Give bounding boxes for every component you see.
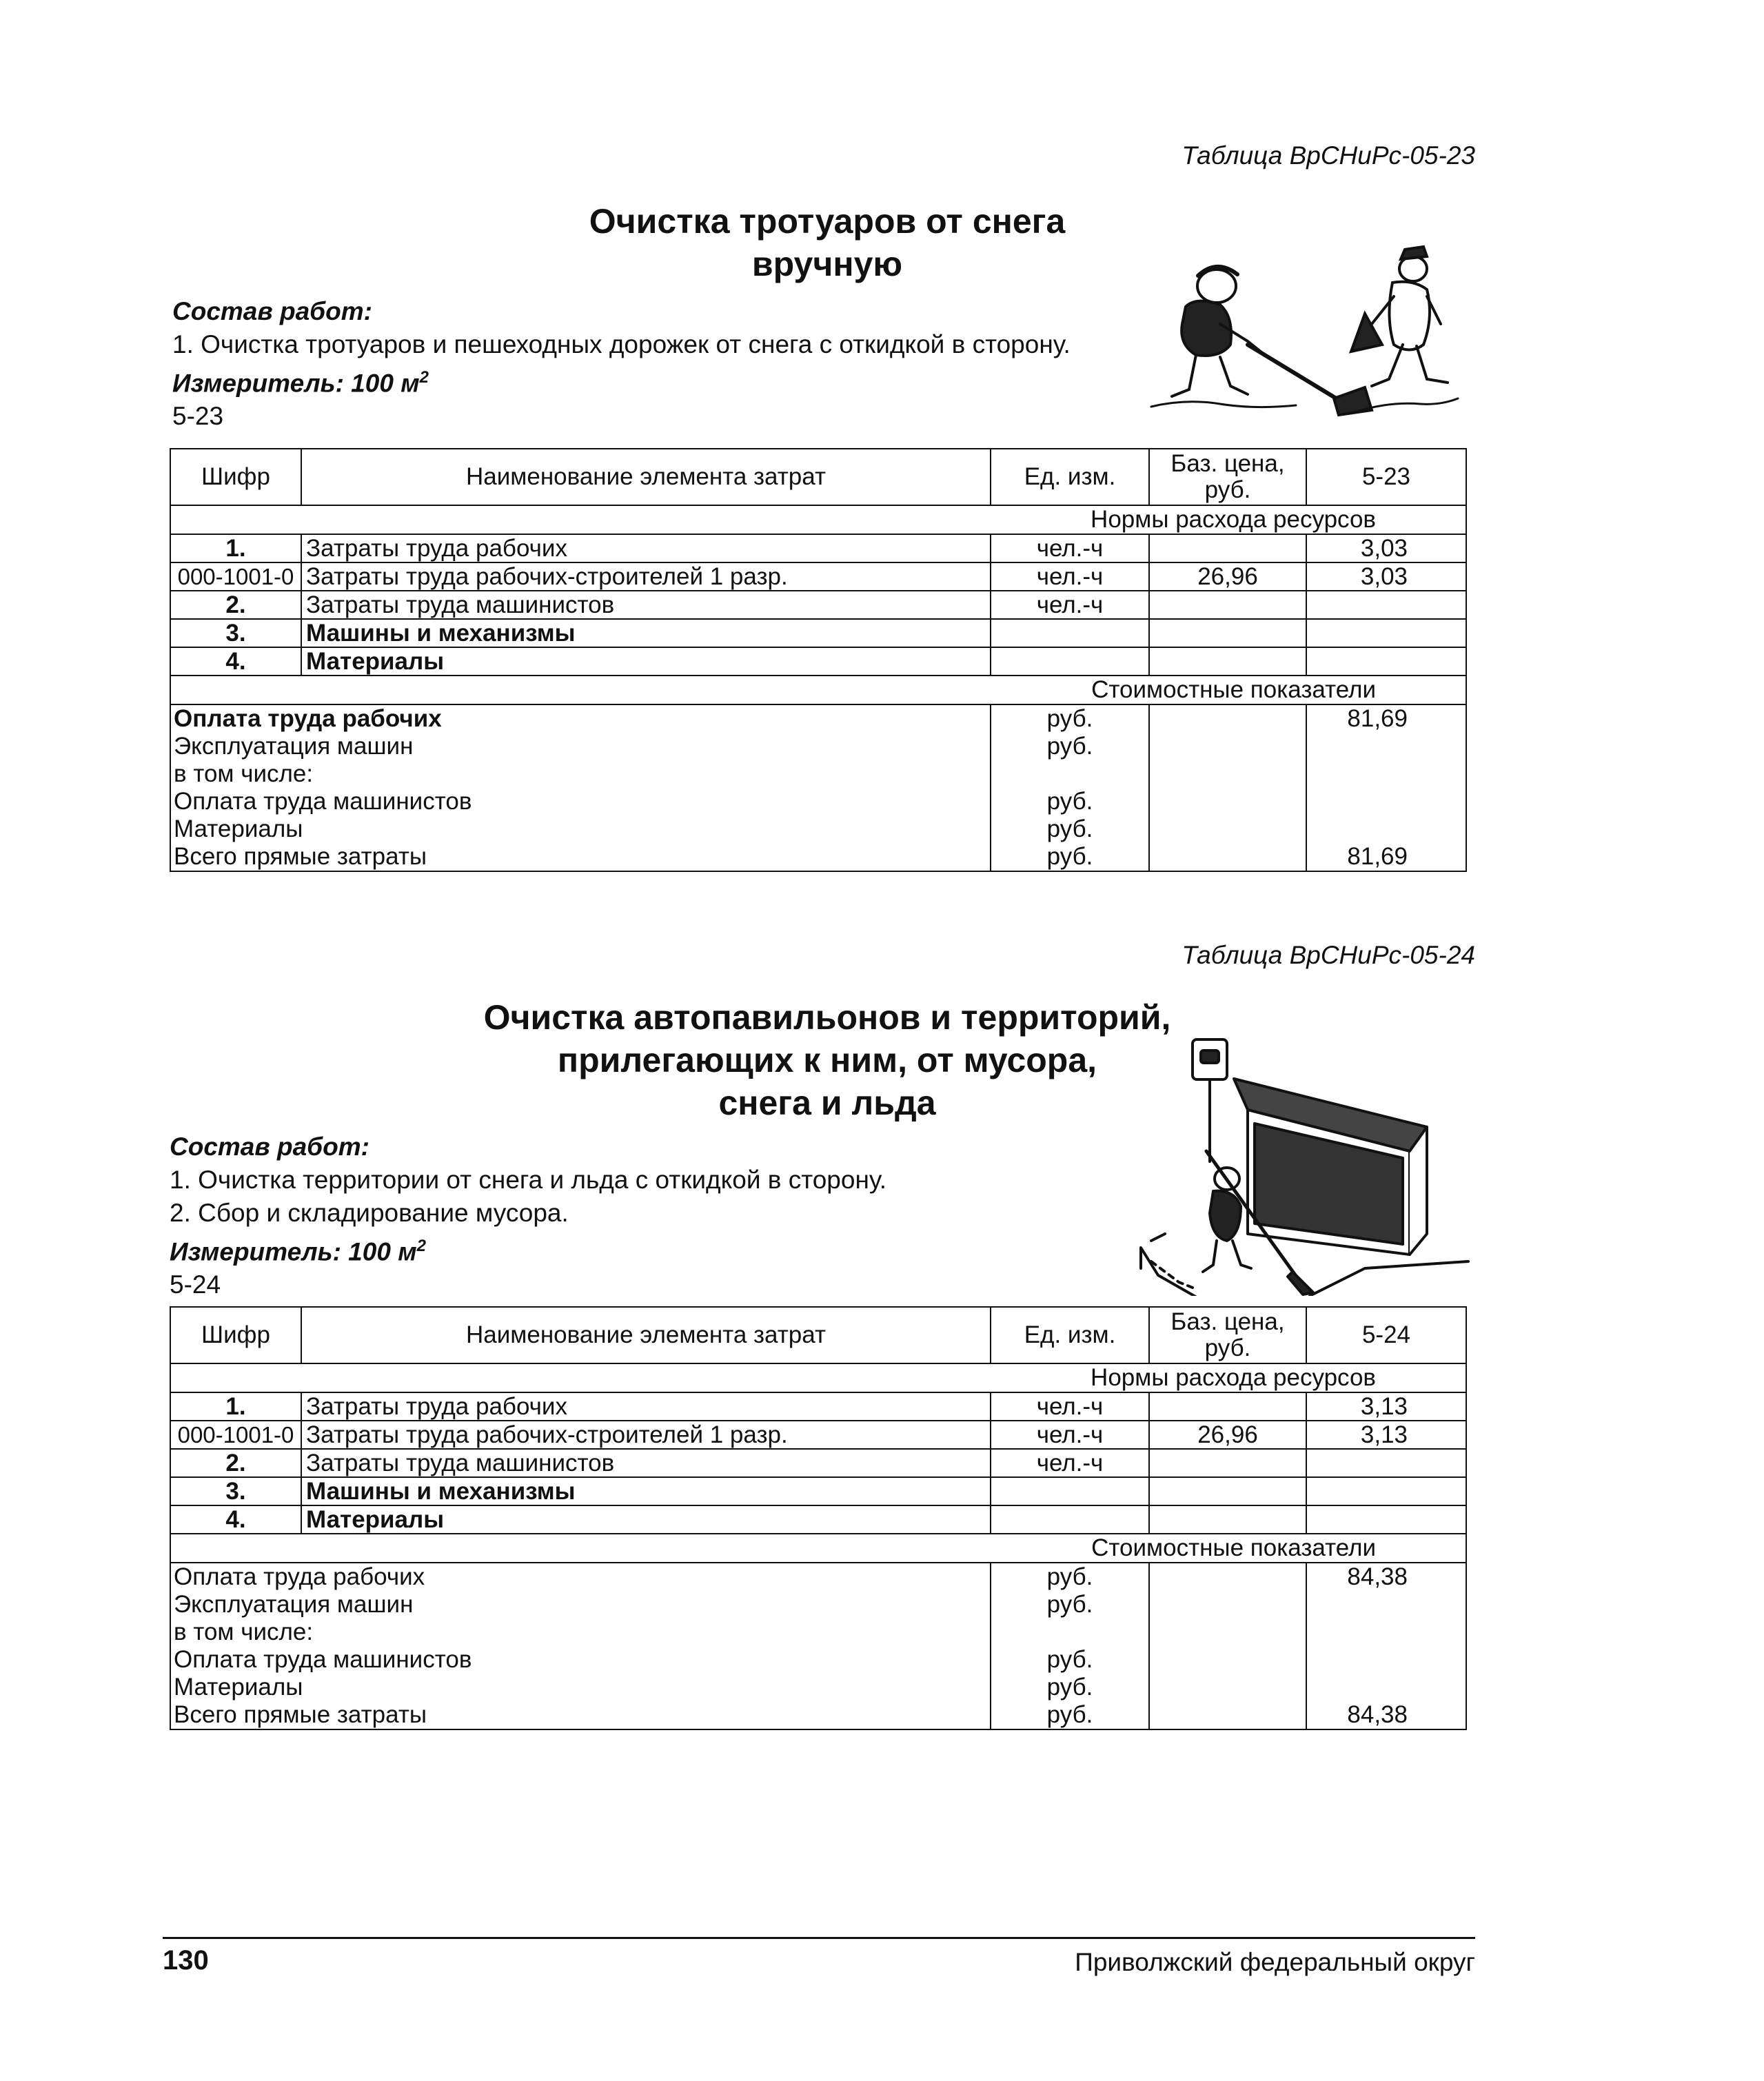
table-label: Таблица ВрСНиРс-05-24 [1182, 941, 1475, 969]
measurer-text: Измеритель: 100 м [170, 1237, 417, 1266]
row-unit [991, 1477, 1149, 1505]
row-code: 1. [170, 534, 301, 562]
header-name: Наименование элемента затрат [301, 1307, 991, 1363]
row-value: 3,13 [1306, 1421, 1466, 1449]
cost-label: Оплата труда рабочих [174, 705, 442, 732]
table-row [170, 619, 1466, 647]
row-value [1306, 1505, 1466, 1534]
row-price: 26,96 [1149, 562, 1306, 591]
cost-unit: руб. [1046, 843, 1093, 870]
table-label: Таблица ВрСНиРс-05-23 [1182, 141, 1475, 170]
header-unit: Ед. изм. [991, 1307, 1149, 1363]
cost-unit: руб. [1046, 815, 1093, 842]
cost-value [1311, 760, 1408, 788]
title-line: вручную [751, 245, 903, 283]
table-row [170, 1505, 1466, 1534]
row-value [1306, 647, 1466, 676]
measurer-label [170, 1230, 886, 1268]
measurer-label [172, 361, 1071, 400]
table-row [170, 1392, 1466, 1421]
cost-value [1311, 815, 1408, 843]
row-unit [991, 647, 1149, 676]
work-item: 1. Очистка территории от снега и льда с откидкой в сторону. [170, 1166, 886, 1194]
cost-label: в том числе: [174, 760, 314, 787]
row-price [1149, 1505, 1306, 1534]
table-row [170, 534, 1466, 562]
row-code: 000-1001-0 [170, 1421, 301, 1449]
title-line: снега и льда [718, 1084, 936, 1122]
table-row [170, 591, 1466, 619]
cost-label: Эксплуатация машин [174, 1591, 414, 1618]
row-price [1149, 591, 1306, 619]
cost-unit: руб. [1046, 1563, 1093, 1590]
cost-label: Материалы [174, 815, 303, 842]
row-price: 26,96 [1149, 1421, 1306, 1449]
cost-values [1306, 1563, 1466, 1729]
cost-block [170, 704, 1466, 871]
row-value: 3,03 [1306, 534, 1466, 562]
cost-value [1311, 788, 1408, 815]
cost-price-empty [1149, 704, 1306, 871]
composition-label: Состав работ: [170, 1133, 369, 1161]
footer-region: Приволжский федеральный округ [1075, 1948, 1475, 1976]
title-line: прилегающих к ним, от мусора, [557, 1041, 1097, 1079]
footer-divider [163, 1937, 1475, 1939]
row-name: Материалы [301, 647, 991, 676]
cost-unit [995, 760, 1144, 788]
measurer-exponent: 2 [419, 368, 429, 387]
row-value: 3,03 [1306, 562, 1466, 591]
cost-unit: руб. [1046, 1646, 1093, 1673]
cost-values [1306, 704, 1466, 871]
cost-units [991, 1563, 1149, 1729]
header-unit: Ед. изм. [991, 449, 1149, 505]
row-code: 2. [170, 591, 301, 619]
norms-header-row [170, 1363, 1466, 1392]
header-price: Баз. цена, руб. [1149, 449, 1306, 505]
row-code: 1. [170, 1392, 301, 1421]
row-price [1149, 1449, 1306, 1477]
row-unit: чел.-ч [991, 1392, 1149, 1421]
table-header-row [170, 1307, 1466, 1363]
row-unit: чел.-ч [991, 562, 1149, 591]
cost-value [1311, 1674, 1408, 1701]
table-row [170, 1477, 1466, 1505]
page-number: 130 [163, 1945, 209, 1976]
work-item: 1. Очистка тротуаров и пешеходных дорожек от снега с откидкой в сторону. [172, 330, 1071, 358]
norms-header-row [170, 505, 1466, 534]
row-value [1306, 1449, 1466, 1477]
row-value [1306, 619, 1466, 647]
cost-value [1311, 1591, 1408, 1618]
cost-value: 84,38 [1347, 1563, 1408, 1590]
table-row [170, 647, 1466, 676]
norms-header: Нормы расхода ресурсов [170, 1363, 1466, 1392]
row-code: 3. [170, 619, 301, 647]
cost-label: Всего прямые затраты [174, 1701, 427, 1728]
resource-table [170, 448, 1467, 872]
cost-label: Всего прямые затраты [174, 843, 427, 870]
measurer-text: Измеритель: 100 м [172, 369, 420, 398]
cost-labels [170, 1563, 991, 1729]
norms-header: Нормы расхода ресурсов [170, 505, 1466, 534]
cost-units [991, 704, 1149, 871]
row-name: Затраты труда машинистов [301, 1449, 991, 1477]
table-row [170, 1421, 1466, 1449]
cost-header: Стоимостные показатели [170, 1534, 1466, 1563]
row-unit [991, 1505, 1149, 1534]
row-unit [991, 619, 1149, 647]
work-info [172, 295, 1071, 433]
cost-value: 84,38 [1347, 1701, 1408, 1728]
cost-value [1311, 733, 1408, 760]
row-price [1149, 647, 1306, 676]
cost-labels [170, 704, 991, 871]
row-unit: чел.-ч [991, 1449, 1149, 1477]
row-code: 4. [170, 1505, 301, 1534]
row-name: Затраты труда рабочих [301, 534, 991, 562]
cost-header-row [170, 676, 1466, 704]
row-value [1306, 1477, 1466, 1505]
cost-label: Эксплуатация машин [174, 733, 414, 760]
row-code: 000-1001-0 [170, 562, 301, 591]
work-info [170, 1130, 886, 1301]
row-price [1149, 534, 1306, 562]
row-name: Машины и механизмы [301, 1477, 991, 1505]
cost-value [1311, 1646, 1408, 1674]
title-line: Очистка автопавильонов и территорий, [483, 998, 1171, 1037]
cost-unit [995, 1618, 1144, 1646]
row-code: 2. [170, 1449, 301, 1477]
row-code: 4. [170, 647, 301, 676]
row-name: Затраты труда рабочих-строителей 1 разр. [301, 562, 991, 591]
cost-value: 81,69 [1347, 705, 1408, 732]
cost-label: Материалы [174, 1674, 303, 1701]
cost-value: 81,69 [1347, 843, 1408, 870]
header-code: Шифр [170, 1307, 301, 1363]
table-row [170, 562, 1466, 591]
section-code: 5-24 [170, 1270, 221, 1299]
row-name: Материалы [301, 1505, 991, 1534]
cost-label: Оплата труда рабочих [174, 1563, 425, 1590]
cost-header: Стоимостные показатели [170, 676, 1466, 704]
cost-block [170, 1563, 1466, 1729]
measurer-exponent: 2 [416, 1237, 426, 1255]
title-line: Очистка тротуаров от снега [589, 202, 1066, 241]
cost-label: в том числе: [174, 1618, 314, 1645]
row-price [1149, 1392, 1306, 1421]
cost-unit: руб. [1046, 1674, 1093, 1701]
row-unit: чел.-ч [991, 534, 1149, 562]
row-value: 3,13 [1306, 1392, 1466, 1421]
cost-unit: руб. [1046, 733, 1093, 760]
cost-label: Оплата труда машинистов [174, 1646, 472, 1673]
bus-shelter-illustration [1137, 1034, 1475, 1296]
work-item: 2. Сбор и складирование мусора. [170, 1199, 569, 1227]
row-value [1306, 591, 1466, 619]
header-code: Шифр [170, 449, 301, 505]
composition-label: Состав работ: [172, 297, 372, 325]
row-name: Затраты труда машинистов [301, 591, 991, 619]
row-price [1149, 619, 1306, 647]
row-name: Затраты труда рабочих [301, 1392, 991, 1421]
cost-value [1311, 1618, 1408, 1646]
row-name: Машины и механизмы [301, 619, 991, 647]
section-title [441, 996, 1213, 1124]
cost-price-empty [1149, 1563, 1306, 1729]
cost-header-row [170, 1534, 1466, 1563]
table-row [170, 1449, 1466, 1477]
snow-shoveling-illustration [1144, 241, 1461, 420]
header-value: 5-24 [1306, 1307, 1466, 1363]
section-title [496, 200, 1158, 285]
row-price [1149, 1477, 1306, 1505]
cost-unit: руб. [1046, 1701, 1093, 1728]
row-unit: чел.-ч [991, 591, 1149, 619]
row-code: 3. [170, 1477, 301, 1505]
resource-table [170, 1306, 1467, 1730]
header-name: Наименование элемента затрат [301, 449, 991, 505]
header-price: Баз. цена, руб. [1149, 1307, 1306, 1363]
cost-unit: руб. [1046, 788, 1093, 815]
cost-unit: руб. [1046, 1591, 1093, 1618]
row-name: Затраты труда рабочих-строителей 1 разр. [301, 1421, 991, 1449]
table-header-row [170, 449, 1466, 505]
section-code: 5-23 [172, 402, 224, 431]
cost-label: Оплата труда машинистов [174, 788, 472, 815]
header-value: 5-23 [1306, 449, 1466, 505]
row-unit: чел.-ч [991, 1421, 1149, 1449]
cost-unit: руб. [1046, 705, 1093, 732]
